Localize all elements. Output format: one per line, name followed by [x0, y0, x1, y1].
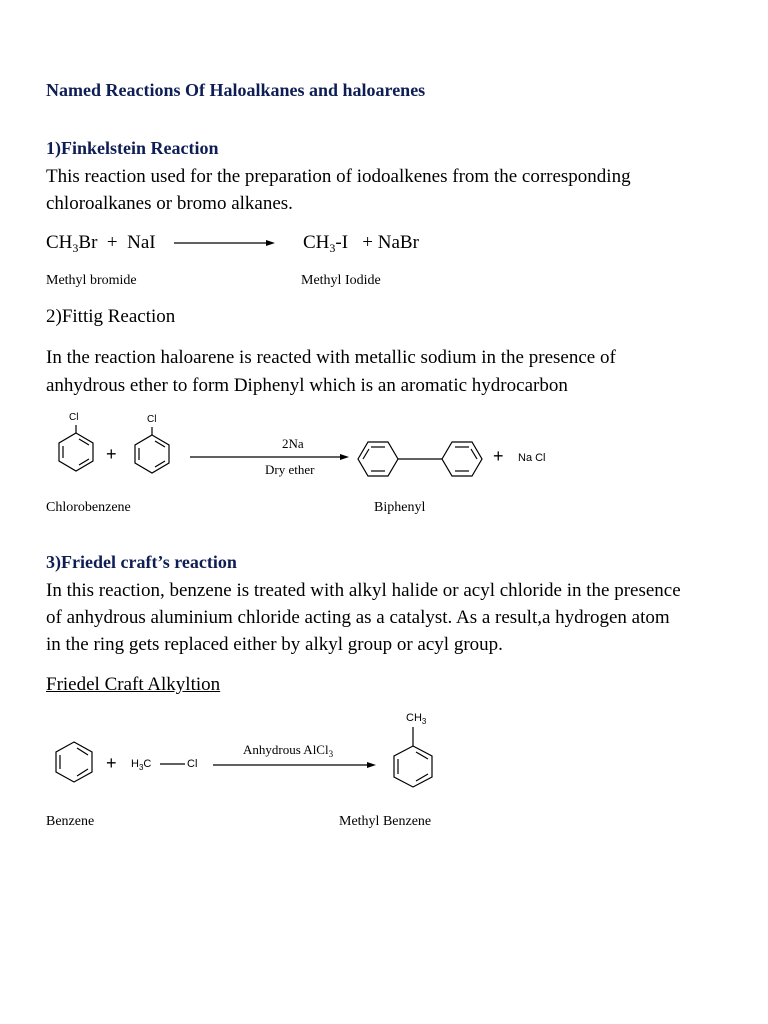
friedel-benzene-ring: [56, 742, 92, 782]
friedel-ch3-label: $CH_3$: [406, 712, 427, 726]
fittig-chlorobenzene-ring-2: [135, 427, 169, 473]
fittig-reagent-top: 2Na: [282, 436, 304, 451]
fittig-byproduct: Na Cl: [518, 452, 546, 464]
fittig-chlorobenzene-ring-1: [59, 425, 93, 471]
friedel-arrow: [213, 762, 376, 768]
finkelstein-desc-line1: This reaction used for the preparation of iodoalkenes from the corresponding: [46, 166, 631, 187]
finkelstein-reactant-name: Methyl bromide: [46, 273, 137, 288]
finkelstein-arrow: [174, 240, 275, 246]
fittig-arrow: [190, 454, 349, 460]
friedel-methyl-chloride: $H_3C$: [131, 758, 152, 772]
fittig-cl-label-1: Cl: [69, 412, 79, 423]
finkelstein-desc-line2: chloroalkanes or bromo alkanes.: [46, 193, 293, 214]
friedel-subheading: Friedel Craft Alkyltion: [46, 674, 221, 695]
friedel-reactant-name: Benzene: [46, 814, 95, 829]
friedel-reagent: Anhydrous AlCl$_3$: [243, 742, 334, 759]
fittig-byproduct-plus: +: [493, 446, 504, 466]
friedel-desc-line2: of anhydrous aluminium chloride acting as a catalyst. As a result,a hydrogen atom: [46, 607, 670, 628]
friedel-heading: 3)Friedel craft’s reaction: [46, 552, 237, 572]
biphenyl-structure: [358, 442, 482, 476]
fittig-desc-line2: anhydrous ether to form Diphenyl which is an aromatic hydrocarbon: [46, 375, 568, 396]
finkelstein-reactants: $CH_3Br$ + NaI: [46, 232, 156, 255]
fittig-plus: +: [106, 444, 117, 464]
fittig-desc-line1: In the reaction haloarene is reacted with metallic sodium in the presence of: [46, 347, 616, 368]
fittig-cl-label-2: Cl: [147, 414, 157, 425]
fittig-reagent-bottom: Dry ether: [265, 462, 315, 477]
finkelstein-products: $CH_3-I$ + NaBr: [303, 232, 419, 255]
fittig-reactant-name: Chlorobenzene: [46, 500, 131, 515]
friedel-cl: Cl: [187, 758, 198, 770]
friedel-desc-line3: in the ring gets replaced either by alkyl group or acyl group.: [46, 634, 503, 655]
friedel-product-name: Methyl Benzene: [339, 814, 432, 829]
fittig-heading: 2)Fittig Reaction: [46, 306, 176, 327]
page-title: Named Reactions Of Haloalkanes and haloarenes: [46, 80, 426, 100]
friedel-desc-line1: In this reaction, benzene is treated with alkyl halide or acyl chloride in the presence: [46, 580, 681, 601]
finkelstein-product-name: Methyl Iodide: [301, 273, 381, 288]
friedel-plus: +: [106, 753, 117, 773]
finkelstein-heading: 1)Finkelstein Reaction: [46, 138, 219, 158]
fittig-product-name: Biphenyl: [374, 500, 426, 515]
toluene-structure: [394, 727, 432, 787]
